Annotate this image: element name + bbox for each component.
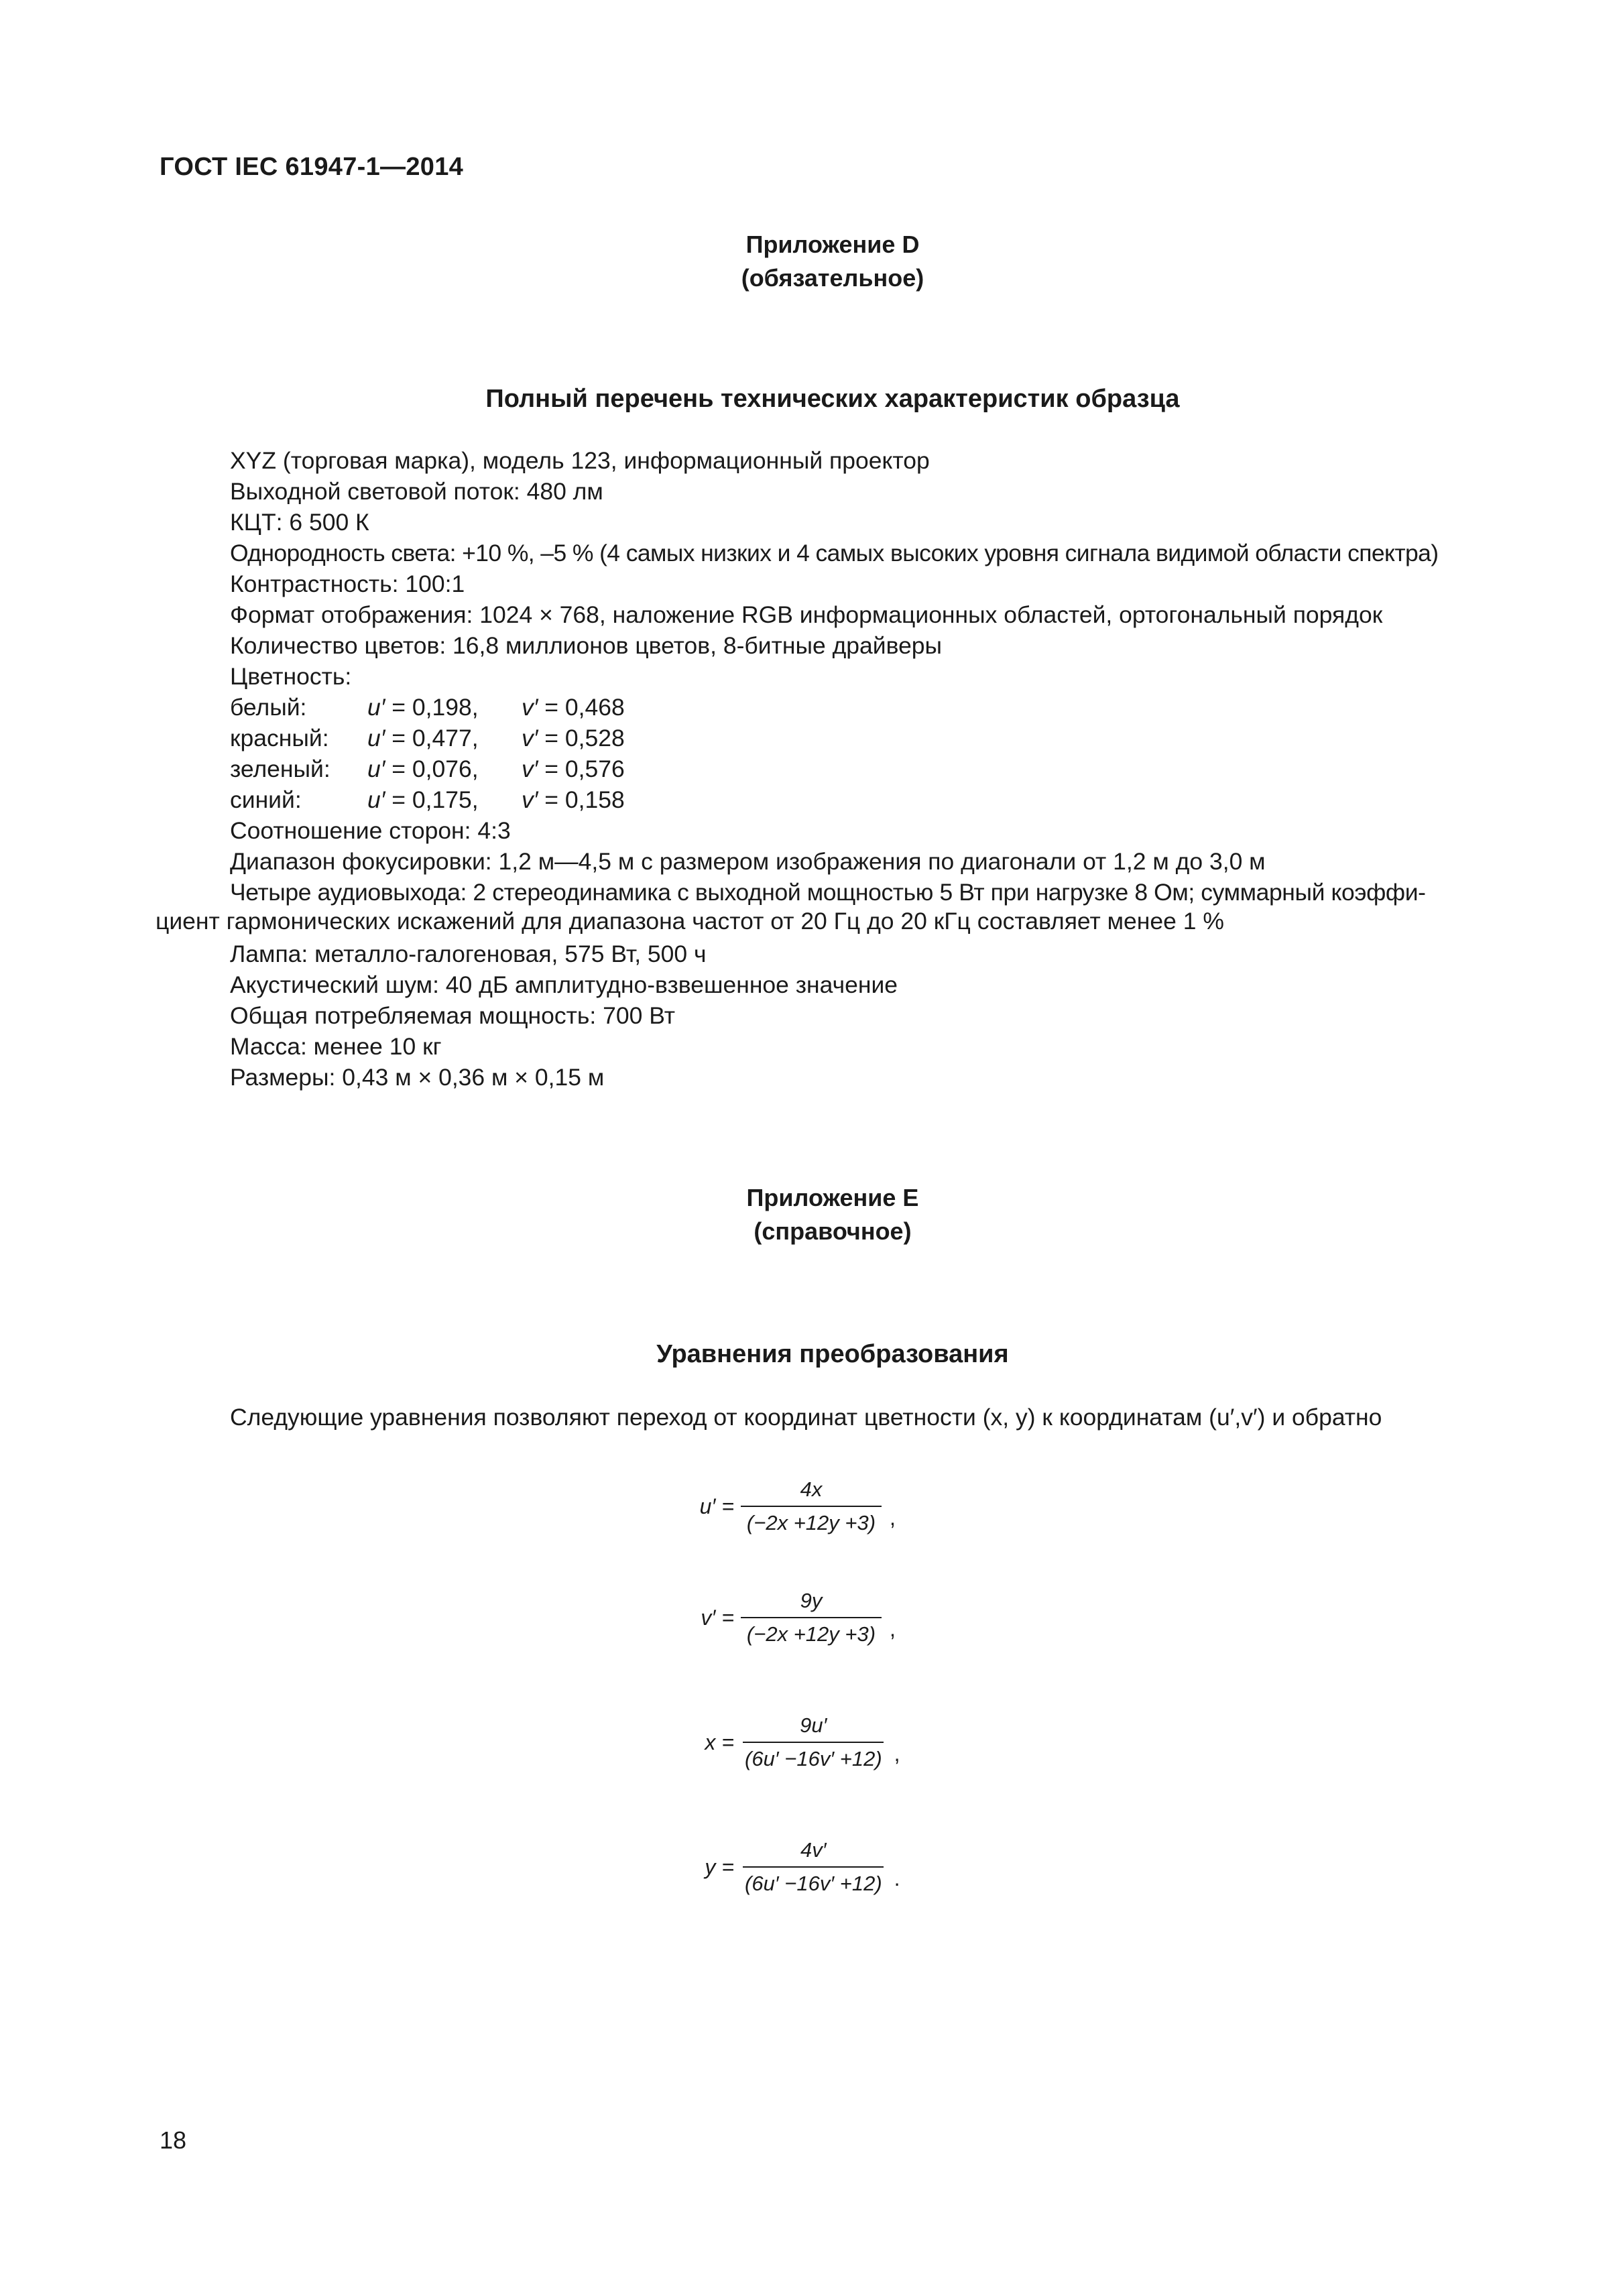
denominator: (−2x +12y +3)	[746, 1622, 876, 1646]
equation-lhs: x =	[705, 1730, 734, 1754]
chroma-v-value: v′ = 0,468	[522, 694, 625, 721]
equation-u-prime	[670, 1477, 896, 1535]
spec-line: Количество цветов: 16,8 миллионов цветов, 8-битные драйверы	[230, 632, 943, 659]
equation-y	[670, 1838, 900, 1896]
appendix-d-label: Приложение D	[745, 231, 920, 258]
spec-line: Контрастность: 100:1	[230, 570, 465, 597]
chroma-u-value: u′ = 0,076,	[367, 756, 479, 782]
numerator: 4x	[800, 1477, 823, 1501]
fraction	[741, 1589, 882, 1646]
denominator: (6u′ −16v′ +12)	[745, 1747, 882, 1770]
chroma-u-value: u′ = 0,477,	[367, 725, 479, 751]
chroma-color-name: белый:	[230, 694, 307, 721]
spec-line: Формат отображения: 1024 × 768, наложение RGB информационных областей, ортогональный порядок	[230, 601, 1383, 628]
chroma-u-value: u′ = 0,198,	[367, 694, 479, 721]
spec-line: XYZ (торговая марка), модель 123, информационный проектор	[230, 447, 930, 474]
equation-lhs: u′ =	[699, 1494, 734, 1518]
chroma-color-name: зеленый:	[230, 756, 330, 782]
spec-line: Однородность света: +10 %, –5 % (4 самых низких и 4 самых высоких уровня сигнала видимой области спектра)	[230, 540, 1439, 566]
chromaticity-row	[230, 692, 1439, 723]
spec-list-continued	[230, 939, 898, 1093]
spec-line: Размеры: 0,43 м × 0,36 м × 0,15 м	[230, 1064, 605, 1091]
chroma-v-value: v′ = 0,528	[522, 725, 625, 751]
appendix-e-title: Уравнения преобразования	[656, 1340, 1009, 1368]
chroma-color-name: красный:	[230, 725, 329, 751]
numerator: 4v′	[800, 1838, 827, 1862]
fraction	[741, 1838, 886, 1896]
appendix-e-heading	[0, 1181, 1623, 1248]
appendix-e-status: (справочное)	[754, 1217, 912, 1245]
appendix-d-heading	[0, 228, 1623, 295]
spec-line: Диапазон фокусировки: 1,2 м—4,5 м с размером изображения по диагонали от 1,2 м до 3,0 м	[230, 848, 1266, 875]
equation-x	[670, 1713, 900, 1771]
spec-line: Акустический шум: 40 дБ амплитудно-взвешенное значение	[230, 971, 898, 998]
appendix-e-label: Приложение E	[746, 1184, 919, 1211]
spec-line: Масса: менее 10 кг	[230, 1033, 442, 1060]
equation-v-prime	[670, 1589, 896, 1646]
equation-punct: ,	[890, 1505, 896, 1530]
appendix-d-title: Полный перечень технических характеристик образца	[485, 385, 1180, 413]
denominator: (−2x +12y +3)	[746, 1511, 876, 1534]
fraction	[741, 1713, 886, 1771]
equation-punct: ,	[890, 1616, 896, 1641]
chromaticity-row	[230, 784, 1439, 815]
equations-intro: Следующие уравнения позволяют переход от координат цветности (x, y) к координатам (u′,v′) и обратно	[230, 1404, 1382, 1431]
fraction	[741, 1477, 882, 1535]
chromaticity-row	[230, 753, 1439, 784]
chroma-u-value: u′ = 0,175,	[367, 786, 479, 813]
chroma-color-name: синий:	[230, 786, 302, 813]
appendix-d-status: (обязательное)	[741, 264, 924, 292]
chroma-v-value: v′ = 0,576	[522, 756, 625, 782]
chroma-v-value: v′ = 0,158	[522, 786, 625, 813]
numerator: 9u′	[800, 1713, 827, 1737]
spec-list	[230, 445, 1439, 908]
denominator: (6u′ −16v′ +12)	[745, 1872, 882, 1895]
equation-punct: ,	[894, 1741, 900, 1766]
spec-line: Общая потребляемая мощность: 700 Вт	[230, 1002, 675, 1029]
equation-punct: .	[894, 1866, 900, 1890]
spec-wrapped-line: циент гармонических искажений для диапазона частот от 20 Гц до 20 кГц составляет менее 1 %	[156, 908, 1224, 934]
spec-line: Четыре аудиовыхода: 2 стереодинамика с выходной мощностью 5 Вт при нагрузке 8 Ом; суммарный коэффи-	[230, 879, 1426, 906]
equation-lhs: v′ =	[701, 1605, 734, 1630]
spec-line: Соотношение сторон: 4:3	[230, 817, 511, 844]
spec-line: Лампа: металло-галогеновая, 575 Вт, 500 ч	[230, 941, 707, 967]
spec-line: КЦТ: 6 500 К	[230, 509, 369, 536]
spec-line: Цветность:	[230, 663, 352, 690]
chromaticity-row	[230, 723, 1439, 753]
spec-line: Выходной световой поток: 480 лм	[230, 478, 603, 505]
document-code: ГОСТ IEC 61947-1—2014	[160, 153, 464, 181]
page-number: 18	[160, 2126, 187, 2154]
equation-lhs: y =	[705, 1854, 734, 1879]
numerator: 9y	[800, 1589, 823, 1612]
